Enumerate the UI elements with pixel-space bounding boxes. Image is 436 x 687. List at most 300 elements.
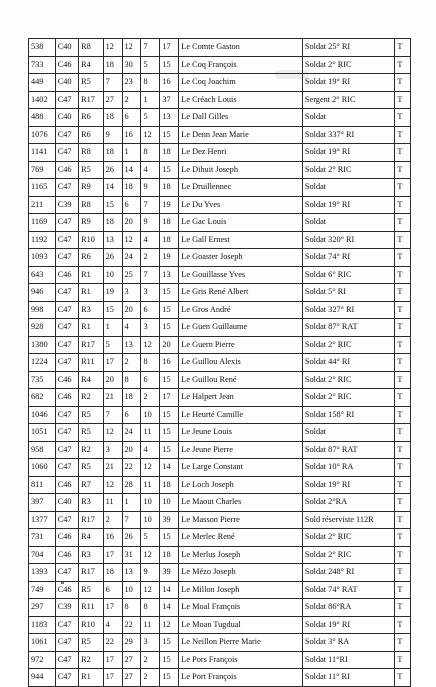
cell-group: C46 xyxy=(55,476,78,494)
cell-num-c: 10 xyxy=(141,406,160,424)
table-row xyxy=(29,529,411,547)
table-row xyxy=(29,424,411,442)
table-row xyxy=(29,599,411,617)
cell-row: R5 xyxy=(79,581,104,599)
cell-num-b: 12 xyxy=(122,231,141,249)
cell-row: R17 xyxy=(79,336,104,354)
cell-num-a: 3 xyxy=(103,441,122,459)
cell-num-c: 2 xyxy=(141,389,160,407)
cell-row: R5 xyxy=(79,74,104,92)
cell-group: C39 xyxy=(55,196,78,214)
cell-num-a: 16 xyxy=(103,529,122,547)
cell-num-a: 9 xyxy=(103,126,122,144)
record-number: 449 xyxy=(29,74,56,92)
cell-group: C47 xyxy=(55,441,78,459)
cell-num-d: 15 xyxy=(160,126,179,144)
cell-num-a: 26 xyxy=(103,161,122,179)
table-row xyxy=(29,371,411,389)
person-name: Le Guillou René xyxy=(179,371,303,389)
cell-num-a: 22 xyxy=(103,634,122,652)
cell-group: C46 xyxy=(55,389,78,407)
cell-num-d: 20 xyxy=(160,336,179,354)
cell-num-b: 31 xyxy=(122,546,141,564)
cell-num-c: 8 xyxy=(141,354,160,372)
cell-num-c: 8 xyxy=(141,599,160,617)
record-number: 488 xyxy=(29,109,56,127)
status-code: T xyxy=(395,284,411,302)
table-row xyxy=(29,74,411,92)
cell-num-b: 13 xyxy=(122,336,141,354)
rank-unit: Soldat 5° RI xyxy=(302,284,394,302)
record-number: 297 xyxy=(29,599,56,617)
cell-num-b: 28 xyxy=(122,476,141,494)
cell-num-a: 14 xyxy=(103,179,122,197)
cell-num-a: 13 xyxy=(103,231,122,249)
person-name: Le Gall Ernest xyxy=(179,231,303,249)
person-name: Le Coq Joachim xyxy=(179,74,303,92)
cell-num-b: 29 xyxy=(122,634,141,652)
person-name: Le Jeune Pierre xyxy=(179,441,303,459)
rank-unit: Soldat 6° RIC xyxy=(302,266,394,284)
cell-num-a: 10 xyxy=(103,266,122,284)
record-number: 998 xyxy=(29,301,56,319)
cell-num-d: 15 xyxy=(160,424,179,442)
cell-row: R1 xyxy=(79,319,104,337)
cell-num-c: 9 xyxy=(141,214,160,232)
table-row xyxy=(29,581,411,599)
record-number: 735 xyxy=(29,371,56,389)
cell-num-d: 39 xyxy=(160,564,179,582)
cell-num-a: 18 xyxy=(103,214,122,232)
cell-num-d: 18 xyxy=(160,179,179,197)
status-code: T xyxy=(395,529,411,547)
status-code: T xyxy=(395,231,411,249)
person-name: Le Large Constant xyxy=(179,459,303,477)
cell-num-b: 7 xyxy=(122,511,141,529)
rank-unit: Soldat 2° RIC xyxy=(302,371,394,389)
status-code: T xyxy=(395,74,411,92)
cell-num-a: 2 xyxy=(103,511,122,529)
cell-num-b: 20 xyxy=(122,441,141,459)
cell-num-c: 11 xyxy=(141,616,160,634)
cell-row: R4 xyxy=(79,56,104,74)
cell-num-d: 13 xyxy=(160,109,179,127)
rank-unit: Soldat xyxy=(302,424,394,442)
person-name: Le Druillennec xyxy=(179,179,303,197)
rank-unit: Soldat 10° RA xyxy=(302,459,394,477)
table-row xyxy=(29,39,411,57)
cell-num-d: 15 xyxy=(160,441,179,459)
cell-row: R11 xyxy=(79,354,104,372)
cell-group: C47 xyxy=(55,301,78,319)
rank-unit: Sold réserviste 112R xyxy=(302,511,394,529)
cell-num-d: 19 xyxy=(160,196,179,214)
cell-row: R2 xyxy=(79,651,104,669)
cell-group: C47 xyxy=(55,651,78,669)
table-row xyxy=(29,336,411,354)
cell-row: R4 xyxy=(79,371,104,389)
cell-num-d: 18 xyxy=(160,546,179,564)
cell-num-a: 18 xyxy=(103,564,122,582)
table-row xyxy=(29,651,411,669)
person-name: Le Neillon Pierre Marie xyxy=(179,634,303,652)
cell-num-b: 26 xyxy=(122,529,141,547)
record-number: 1076 xyxy=(29,126,56,144)
cell-num-a: 18 xyxy=(103,56,122,74)
person-name: Le Halpert Jean xyxy=(179,389,303,407)
rank-unit: Soldat 2° RIC xyxy=(302,546,394,564)
status-code: T xyxy=(395,56,411,74)
rank-unit: Soldat 19° RI xyxy=(302,74,394,92)
cell-group: C39 xyxy=(55,599,78,617)
table-row xyxy=(29,126,411,144)
record-number: 643 xyxy=(29,266,56,284)
cell-group: C46 xyxy=(55,546,78,564)
status-code: T xyxy=(395,546,411,564)
cell-num-d: 15 xyxy=(160,651,179,669)
cell-num-c: 6 xyxy=(141,371,160,389)
cell-num-d: 16 xyxy=(160,354,179,372)
cell-group: C46 xyxy=(55,581,78,599)
rank-unit: Soldat 87° RAT xyxy=(302,319,394,337)
cell-num-d: 18 xyxy=(160,476,179,494)
cell-row: R5 xyxy=(79,459,104,477)
cell-group: C47 xyxy=(55,511,78,529)
person-name: Le Dez Henri xyxy=(179,144,303,162)
cell-group: C47 xyxy=(55,634,78,652)
record-number: 1169 xyxy=(29,214,56,232)
status-code: T xyxy=(395,424,411,442)
cell-num-d: 14 xyxy=(160,581,179,599)
cell-num-c: 12 xyxy=(141,126,160,144)
status-code: T xyxy=(395,214,411,232)
rank-unit: Soldat 19° RI xyxy=(302,196,394,214)
cell-row: R8 xyxy=(79,39,104,57)
cell-row: R8 xyxy=(79,144,104,162)
cell-num-a: 17 xyxy=(103,599,122,617)
record-number: 749 xyxy=(29,581,56,599)
cell-num-c: 12 xyxy=(141,546,160,564)
table-row xyxy=(29,179,411,197)
cell-group: C47 xyxy=(55,354,78,372)
table-row xyxy=(29,161,411,179)
table-row xyxy=(29,406,411,424)
cell-group: C46 xyxy=(55,56,78,74)
cell-row: R6 xyxy=(79,249,104,267)
table-row xyxy=(29,564,411,582)
status-code: T xyxy=(395,354,411,372)
cell-num-a: 12 xyxy=(103,39,122,57)
person-name: Le Loch Joseph xyxy=(179,476,303,494)
cell-num-a: 20 xyxy=(103,371,122,389)
cell-num-c: 12 xyxy=(141,581,160,599)
status-code: T xyxy=(395,511,411,529)
cell-row: R17 xyxy=(79,91,104,109)
status-code: T xyxy=(395,319,411,337)
table-row xyxy=(29,354,411,372)
cell-row: R3 xyxy=(79,494,104,512)
cell-num-b: 18 xyxy=(122,389,141,407)
record-number: 733 xyxy=(29,56,56,74)
cell-num-d: 37 xyxy=(160,91,179,109)
rank-unit: Soldat 25° RI xyxy=(302,39,394,57)
person-name: Le Coq François xyxy=(179,56,303,74)
cell-group: C47 xyxy=(55,91,78,109)
registry-body xyxy=(29,39,411,687)
record-number: 704 xyxy=(29,546,56,564)
person-name: Le Créach Louis xyxy=(179,91,303,109)
status-code: T xyxy=(395,476,411,494)
rank-unit: Soldat 248° RI xyxy=(302,564,394,582)
cell-num-a: 18 xyxy=(103,144,122,162)
status-code: T xyxy=(395,581,411,599)
cell-num-c: 1 xyxy=(141,91,160,109)
cell-num-b: 16 xyxy=(122,126,141,144)
cell-group: C47 xyxy=(55,459,78,477)
cell-group: C47 xyxy=(55,669,78,687)
cell-num-b: 3 xyxy=(122,284,141,302)
rank-unit: Soldat 74° RAT xyxy=(302,581,394,599)
cell-num-c: 7 xyxy=(141,39,160,57)
scan-mark xyxy=(61,582,64,584)
person-name: Le Dall Gilles xyxy=(179,109,303,127)
status-code: T xyxy=(395,196,411,214)
table-row xyxy=(29,214,411,232)
cell-row: R10 xyxy=(79,616,104,634)
cell-row: R5 xyxy=(79,424,104,442)
status-code: T xyxy=(395,109,411,127)
cell-num-a: 12 xyxy=(103,424,122,442)
status-code: T xyxy=(395,441,411,459)
burial-registry-table xyxy=(28,38,411,687)
cell-num-b: 25 xyxy=(122,266,141,284)
person-name: Le Masson Pierre xyxy=(179,511,303,529)
cell-num-a: 4 xyxy=(103,616,122,634)
person-name: Le Dihuit Joseph xyxy=(179,161,303,179)
cell-num-b: 24 xyxy=(122,249,141,267)
cell-group: C47 xyxy=(55,336,78,354)
person-name: Le Merlus Joseph xyxy=(179,546,303,564)
cell-group: C47 xyxy=(55,319,78,337)
cell-num-d: 15 xyxy=(160,371,179,389)
cell-row: R10 xyxy=(79,231,104,249)
rank-unit: Soldat 11°RI xyxy=(302,651,394,669)
cell-num-b: 6 xyxy=(122,109,141,127)
cell-num-b: 22 xyxy=(122,459,141,477)
cell-num-d: 15 xyxy=(160,301,179,319)
cell-num-c: 12 xyxy=(141,459,160,477)
record-number: 211 xyxy=(29,196,56,214)
record-number: 1377 xyxy=(29,511,56,529)
cell-group: C47 xyxy=(55,214,78,232)
status-code: T xyxy=(395,634,411,652)
record-number: 1051 xyxy=(29,424,56,442)
cell-num-c: 8 xyxy=(141,144,160,162)
status-code: T xyxy=(395,144,411,162)
cell-num-d: 17 xyxy=(160,389,179,407)
cell-num-d: 18 xyxy=(160,144,179,162)
cell-num-b: 27 xyxy=(122,669,141,687)
cell-num-c: 10 xyxy=(141,511,160,529)
person-name: Le Du Yves xyxy=(179,196,303,214)
table-row xyxy=(29,494,411,512)
record-number: 1141 xyxy=(29,144,56,162)
cell-group: C47 xyxy=(55,616,78,634)
table-row xyxy=(29,266,411,284)
cell-row: R5 xyxy=(79,406,104,424)
cell-num-c: 2 xyxy=(141,651,160,669)
cell-num-d: 16 xyxy=(160,74,179,92)
cell-num-d: 15 xyxy=(160,161,179,179)
cell-group: C47 xyxy=(55,249,78,267)
cell-num-b: 30 xyxy=(122,56,141,74)
rank-unit: Soldat 3° RA xyxy=(302,634,394,652)
cell-num-b: 20 xyxy=(122,214,141,232)
cell-num-c: 2 xyxy=(141,249,160,267)
cell-num-a: 6 xyxy=(103,581,122,599)
table-row xyxy=(29,389,411,407)
status-code: T xyxy=(395,301,411,319)
status-code: T xyxy=(395,389,411,407)
status-code: T xyxy=(395,494,411,512)
cell-num-a: 27 xyxy=(103,91,122,109)
cell-group: C46 xyxy=(55,371,78,389)
cell-group: C40 xyxy=(55,494,78,512)
cell-row: R3 xyxy=(79,546,104,564)
rank-unit: Soldat 2°RA xyxy=(302,494,394,512)
table-row xyxy=(29,616,411,634)
cell-group: C47 xyxy=(55,406,78,424)
cell-num-b: 1 xyxy=(122,494,141,512)
record-number: 397 xyxy=(29,494,56,512)
table-row xyxy=(29,546,411,564)
cell-num-c: 5 xyxy=(141,529,160,547)
cell-num-c: 12 xyxy=(141,336,160,354)
cell-num-a: 11 xyxy=(103,494,122,512)
cell-num-c: 2 xyxy=(141,669,160,687)
rank-unit: Sergent 2° RIC xyxy=(302,91,394,109)
status-code: T xyxy=(395,599,411,617)
record-number: 1046 xyxy=(29,406,56,424)
status-code: T xyxy=(395,459,411,477)
cell-num-a: 1 xyxy=(103,319,122,337)
person-name: Le Jeune Louis xyxy=(179,424,303,442)
record-number: 811 xyxy=(29,476,56,494)
record-number: 769 xyxy=(29,161,56,179)
record-number: 1192 xyxy=(29,231,56,249)
status-code: T xyxy=(395,564,411,582)
cell-num-b: 8 xyxy=(122,371,141,389)
person-name: Le Guen Guillaume xyxy=(179,319,303,337)
table-row xyxy=(29,109,411,127)
record-number: 1393 xyxy=(29,564,56,582)
cell-num-a: 7 xyxy=(103,74,122,92)
record-number: 928 xyxy=(29,319,56,337)
rank-unit: Soldat 2° RIC xyxy=(302,56,394,74)
cell-num-a: 12 xyxy=(103,476,122,494)
cell-num-b: 14 xyxy=(122,161,141,179)
rank-unit: Soldat 11° RI xyxy=(302,669,394,687)
cell-group: C46 xyxy=(55,161,78,179)
status-code: T xyxy=(395,616,411,634)
cell-num-d: 13 xyxy=(160,266,179,284)
cell-num-b: 1 xyxy=(122,144,141,162)
table-row xyxy=(29,196,411,214)
cell-num-b: 22 xyxy=(122,616,141,634)
cell-group: C47 xyxy=(55,126,78,144)
cell-num-d: 18 xyxy=(160,231,179,249)
cell-num-c: 4 xyxy=(141,441,160,459)
cell-num-d: 12 xyxy=(160,616,179,634)
cell-num-a: 21 xyxy=(103,459,122,477)
cell-num-d: 15 xyxy=(160,319,179,337)
cell-num-b: 6 xyxy=(122,406,141,424)
record-number: 1224 xyxy=(29,354,56,372)
cell-group: C47 xyxy=(55,424,78,442)
person-name: Le Merlec René xyxy=(179,529,303,547)
cell-num-a: 15 xyxy=(103,196,122,214)
cell-num-a: 5 xyxy=(103,336,122,354)
person-name: Le Guillou Alexis xyxy=(179,354,303,372)
rank-unit: Soldat 74° RI xyxy=(302,249,394,267)
cell-num-c: 4 xyxy=(141,231,160,249)
table-row xyxy=(29,441,411,459)
cell-num-b: 23 xyxy=(122,74,141,92)
rank-unit: Soldat 2° RIC xyxy=(302,389,394,407)
record-number: 538 xyxy=(29,39,56,57)
record-number: 946 xyxy=(29,284,56,302)
table-row xyxy=(29,459,411,477)
table-row xyxy=(29,301,411,319)
cell-num-c: 9 xyxy=(141,564,160,582)
cell-group: C46 xyxy=(55,529,78,547)
table-row xyxy=(29,669,411,687)
record-number: 731 xyxy=(29,529,56,547)
person-name: Le Moan Tugdual xyxy=(179,616,303,634)
cell-num-a: 21 xyxy=(103,389,122,407)
cell-group: C40 xyxy=(55,74,78,92)
cell-row: R9 xyxy=(79,179,104,197)
cell-num-c: 8 xyxy=(141,74,160,92)
cell-num-c: 3 xyxy=(141,284,160,302)
cell-num-d: 18 xyxy=(160,214,179,232)
cell-group: C47 xyxy=(55,179,78,197)
person-name: Le Millon Joseph xyxy=(179,581,303,599)
record-number: 682 xyxy=(29,389,56,407)
cell-row: R1 xyxy=(79,266,104,284)
cell-num-b: 2 xyxy=(122,354,141,372)
cell-num-a: 19 xyxy=(103,284,122,302)
rank-unit: Soldat xyxy=(302,179,394,197)
record-number: 1380 xyxy=(29,336,56,354)
cell-num-a: 7 xyxy=(103,406,122,424)
status-code: T xyxy=(395,39,411,57)
person-name: Le Gros André xyxy=(179,301,303,319)
status-code: T xyxy=(395,126,411,144)
rank-unit: Soldat 87° RAT xyxy=(302,441,394,459)
record-number: 1165 xyxy=(29,179,56,197)
status-code: T xyxy=(395,266,411,284)
cell-row: R7 xyxy=(79,476,104,494)
cell-num-d: 39 xyxy=(160,511,179,529)
table-row xyxy=(29,144,411,162)
table-row xyxy=(29,231,411,249)
cell-num-d: 15 xyxy=(160,634,179,652)
cell-num-b: 24 xyxy=(122,424,141,442)
person-name: Le Moal François xyxy=(179,599,303,617)
cell-num-b: 18 xyxy=(122,179,141,197)
cell-group: C40 xyxy=(55,109,78,127)
